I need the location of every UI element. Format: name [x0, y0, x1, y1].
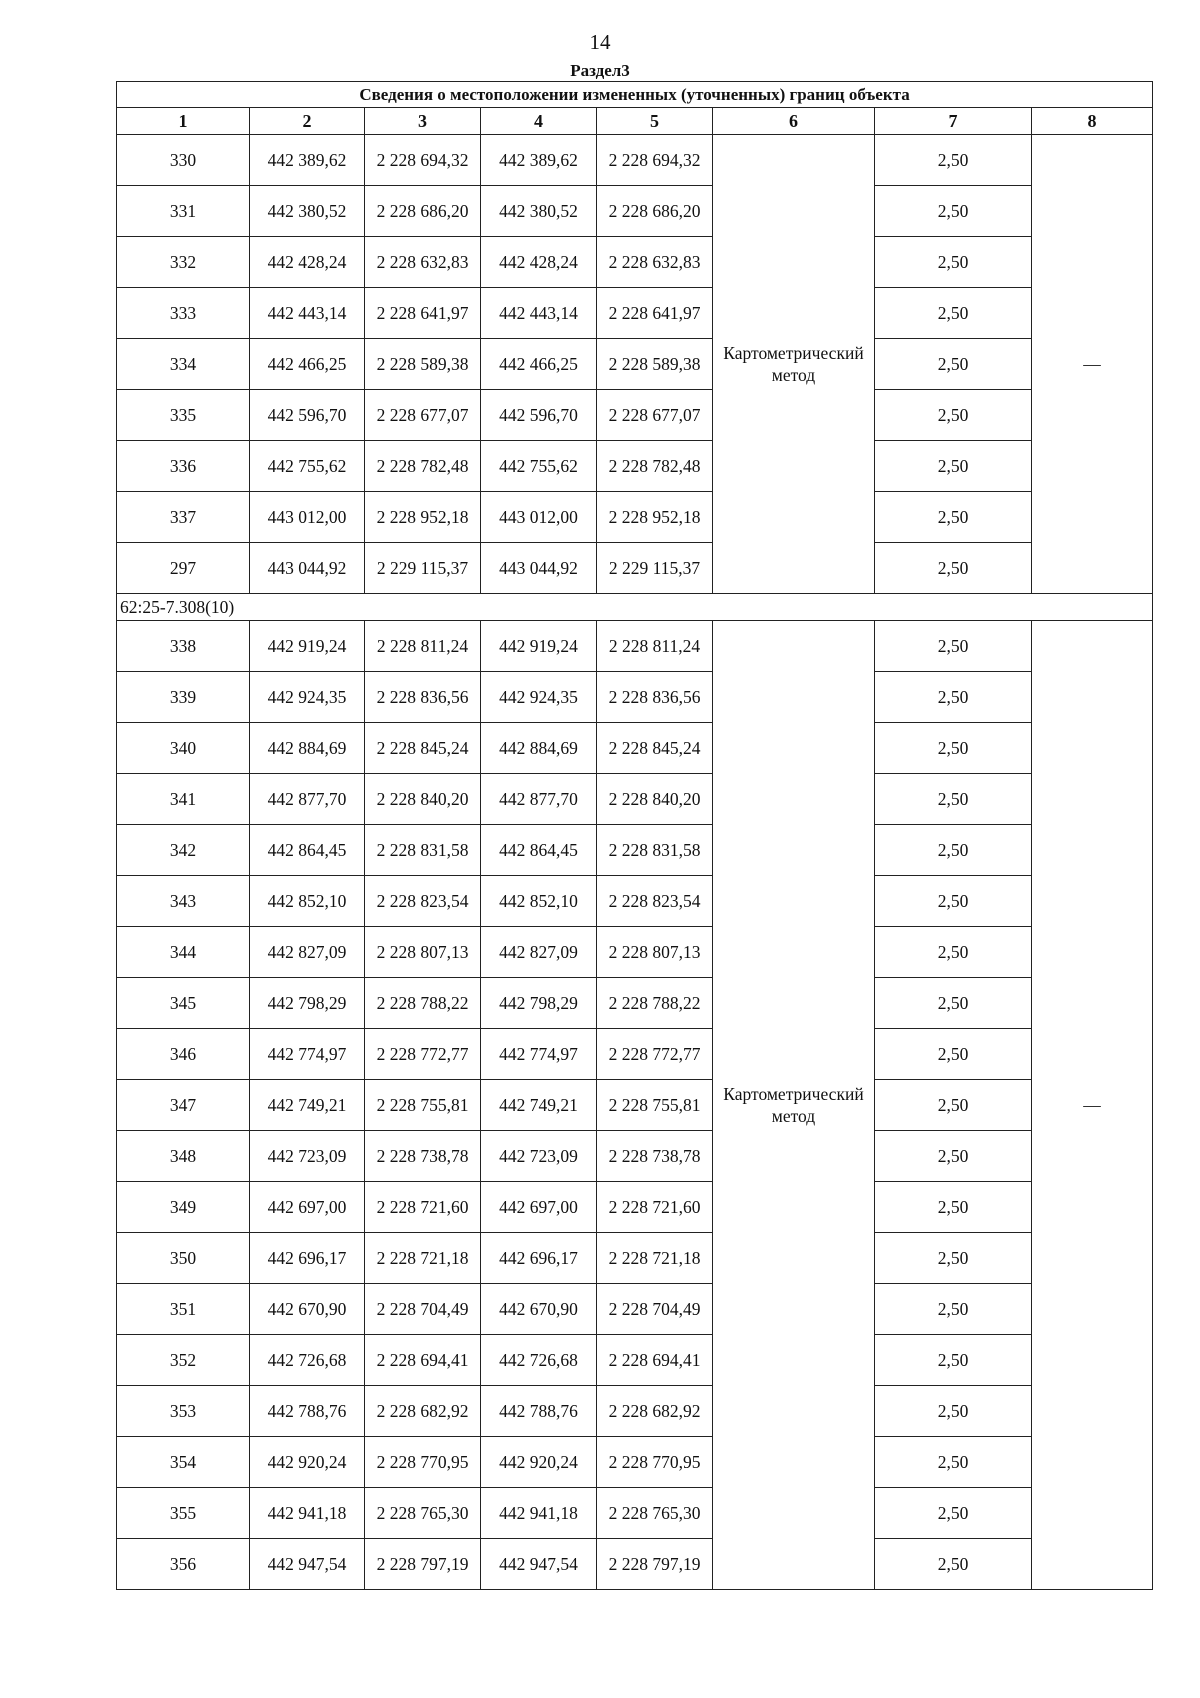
x-coordinate-cell: 442 596,70 [250, 390, 365, 441]
x-coordinate-cell: 442 755,62 [250, 441, 365, 492]
column-number: 5 [597, 108, 713, 135]
y-coordinate-cell: 2 228 797,19 [597, 1539, 713, 1590]
y-coordinate-cell: 2 228 782,48 [597, 441, 713, 492]
x-coordinate-cell: 443 044,92 [250, 543, 365, 594]
y-coordinate-cell: 2 228 772,77 [365, 1029, 481, 1080]
accuracy-cell: 2,50 [875, 1029, 1032, 1080]
point-number-cell: 339 [117, 672, 250, 723]
point-number-cell: 352 [117, 1335, 250, 1386]
accuracy-cell: 2,50 [875, 492, 1032, 543]
point-number-cell: 342 [117, 825, 250, 876]
x-coordinate-cell: 442 941,18 [481, 1488, 597, 1539]
table-row [117, 621, 1153, 672]
point-number-cell: 332 [117, 237, 250, 288]
y-coordinate-cell: 2 228 686,20 [597, 186, 713, 237]
x-coordinate-cell: 442 924,35 [250, 672, 365, 723]
accuracy-cell: 2,50 [875, 186, 1032, 237]
x-coordinate-cell: 442 788,76 [250, 1386, 365, 1437]
accuracy-cell: 2,50 [875, 825, 1032, 876]
y-coordinate-cell: 2 228 677,07 [597, 390, 713, 441]
parcel-group-label: 62:25-7.308(10) [117, 594, 1153, 621]
y-coordinate-cell: 2 228 772,77 [597, 1029, 713, 1080]
y-coordinate-cell: 2 228 694,41 [597, 1335, 713, 1386]
x-coordinate-cell: 442 852,10 [481, 876, 597, 927]
table-row [117, 492, 1153, 543]
y-coordinate-cell: 2 228 755,81 [365, 1080, 481, 1131]
x-coordinate-cell: 442 466,25 [250, 339, 365, 390]
x-coordinate-cell: 442 864,45 [250, 825, 365, 876]
x-coordinate-cell: 442 697,00 [481, 1182, 597, 1233]
point-number-cell: 346 [117, 1029, 250, 1080]
y-coordinate-cell: 2 228 811,24 [365, 621, 481, 672]
parcel-group-row [117, 594, 1153, 621]
x-coordinate-cell: 442 864,45 [481, 825, 597, 876]
accuracy-cell: 2,50 [875, 1386, 1032, 1437]
table-row [117, 1080, 1153, 1131]
x-coordinate-cell: 442 723,09 [481, 1131, 597, 1182]
column-number: 1 [117, 108, 250, 135]
y-coordinate-cell: 2 228 738,78 [365, 1131, 481, 1182]
table-row [117, 876, 1153, 927]
table-row [117, 1131, 1153, 1182]
point-number-cell: 348 [117, 1131, 250, 1182]
y-coordinate-cell: 2 228 641,97 [365, 288, 481, 339]
table-row [117, 723, 1153, 774]
x-coordinate-cell: 442 774,97 [481, 1029, 597, 1080]
point-number-cell: 331 [117, 186, 250, 237]
y-coordinate-cell: 2 228 589,38 [597, 339, 713, 390]
x-coordinate-cell: 442 919,24 [250, 621, 365, 672]
point-number-cell: 347 [117, 1080, 250, 1131]
table-title: Сведения о местоположении измененных (уточненных) границ объекта [117, 82, 1153, 108]
table-row [117, 1539, 1153, 1590]
point-number-cell: 297 [117, 543, 250, 594]
y-coordinate-cell: 2 228 845,24 [365, 723, 481, 774]
y-coordinate-cell: 2 228 831,58 [597, 825, 713, 876]
x-coordinate-cell: 442 827,09 [481, 927, 597, 978]
point-number-cell: 355 [117, 1488, 250, 1539]
x-coordinate-cell: 443 012,00 [250, 492, 365, 543]
table-row [117, 1437, 1153, 1488]
y-coordinate-cell: 2 228 836,56 [365, 672, 481, 723]
table-row [117, 1182, 1153, 1233]
x-coordinate-cell: 442 827,09 [250, 927, 365, 978]
point-number-cell: 353 [117, 1386, 250, 1437]
table-row [117, 390, 1153, 441]
y-coordinate-cell: 2 228 782,48 [365, 441, 481, 492]
point-number-cell: 337 [117, 492, 250, 543]
point-number-cell: 340 [117, 723, 250, 774]
accuracy-cell: 2,50 [875, 1284, 1032, 1335]
y-coordinate-cell: 2 228 704,49 [597, 1284, 713, 1335]
y-coordinate-cell: 2 228 845,24 [597, 723, 713, 774]
table-row [117, 135, 1153, 186]
y-coordinate-cell: 2 228 704,49 [365, 1284, 481, 1335]
y-coordinate-cell: 2 228 686,20 [365, 186, 481, 237]
y-coordinate-cell: 2 228 840,20 [597, 774, 713, 825]
accuracy-cell: 2,50 [875, 288, 1032, 339]
accuracy-cell: 2,50 [875, 441, 1032, 492]
point-number-cell: 354 [117, 1437, 250, 1488]
y-coordinate-cell: 2 228 840,20 [365, 774, 481, 825]
x-coordinate-cell: 442 723,09 [250, 1131, 365, 1182]
y-coordinate-cell: 2 228 770,95 [365, 1437, 481, 1488]
y-coordinate-cell: 2 228 682,92 [597, 1386, 713, 1437]
accuracy-cell: 2,50 [875, 723, 1032, 774]
x-coordinate-cell: 442 596,70 [481, 390, 597, 441]
x-coordinate-cell: 442 749,21 [250, 1080, 365, 1131]
x-coordinate-cell: 442 920,24 [481, 1437, 597, 1488]
x-coordinate-cell: 442 920,24 [250, 1437, 365, 1488]
x-coordinate-cell: 442 389,62 [481, 135, 597, 186]
table-row [117, 237, 1153, 288]
y-coordinate-cell: 2 228 721,60 [365, 1182, 481, 1233]
table-row [117, 1488, 1153, 1539]
x-coordinate-cell: 442 749,21 [481, 1080, 597, 1131]
table-row [117, 825, 1153, 876]
x-coordinate-cell: 443 012,00 [481, 492, 597, 543]
point-number-cell: 356 [117, 1539, 250, 1590]
column-8-cell: — [1032, 621, 1153, 1590]
y-coordinate-cell: 2 228 694,41 [365, 1335, 481, 1386]
y-coordinate-cell: 2 228 765,30 [597, 1488, 713, 1539]
boundary-table [116, 81, 1153, 1590]
x-coordinate-cell: 442 788,76 [481, 1386, 597, 1437]
x-coordinate-cell: 442 924,35 [481, 672, 597, 723]
x-coordinate-cell: 442 670,90 [481, 1284, 597, 1335]
y-coordinate-cell: 2 228 641,97 [597, 288, 713, 339]
y-coordinate-cell: 2 228 632,83 [365, 237, 481, 288]
y-coordinate-cell: 2 229 115,37 [597, 543, 713, 594]
x-coordinate-cell: 442 947,54 [481, 1539, 597, 1590]
x-coordinate-cell: 442 877,70 [481, 774, 597, 825]
x-coordinate-cell: 443 044,92 [481, 543, 597, 594]
y-coordinate-cell: 2 228 682,92 [365, 1386, 481, 1437]
y-coordinate-cell: 2 228 677,07 [365, 390, 481, 441]
x-coordinate-cell: 442 726,68 [481, 1335, 597, 1386]
x-coordinate-cell: 442 443,14 [250, 288, 365, 339]
table-row [117, 978, 1153, 1029]
accuracy-cell: 2,50 [875, 621, 1032, 672]
y-coordinate-cell: 2 228 589,38 [365, 339, 481, 390]
x-coordinate-cell: 442 726,68 [250, 1335, 365, 1386]
point-number-cell: 334 [117, 339, 250, 390]
x-coordinate-cell: 442 670,90 [250, 1284, 365, 1335]
y-coordinate-cell: 2 228 807,13 [365, 927, 481, 978]
table-row [117, 927, 1153, 978]
y-coordinate-cell: 2 228 788,22 [365, 978, 481, 1029]
accuracy-cell: 2,50 [875, 543, 1032, 594]
y-coordinate-cell: 2 228 755,81 [597, 1080, 713, 1131]
y-coordinate-cell: 2 228 823,54 [365, 876, 481, 927]
y-coordinate-cell: 2 228 721,18 [597, 1233, 713, 1284]
table-row [117, 441, 1153, 492]
point-number-cell: 345 [117, 978, 250, 1029]
x-coordinate-cell: 442 697,00 [250, 1182, 365, 1233]
y-coordinate-cell: 2 228 823,54 [597, 876, 713, 927]
accuracy-cell: 2,50 [875, 135, 1032, 186]
accuracy-cell: 2,50 [875, 876, 1032, 927]
y-coordinate-cell: 2 228 632,83 [597, 237, 713, 288]
accuracy-cell: 2,50 [875, 1335, 1032, 1386]
point-number-cell: 333 [117, 288, 250, 339]
x-coordinate-cell: 442 466,25 [481, 339, 597, 390]
x-coordinate-cell: 442 798,29 [481, 978, 597, 1029]
accuracy-cell: 2,50 [875, 1080, 1032, 1131]
table-title-row [117, 82, 1153, 108]
accuracy-cell: 2,50 [875, 774, 1032, 825]
y-coordinate-cell: 2 228 952,18 [597, 492, 713, 543]
table-row [117, 1233, 1153, 1284]
x-coordinate-cell: 442 380,52 [481, 186, 597, 237]
y-coordinate-cell: 2 228 836,56 [597, 672, 713, 723]
accuracy-cell: 2,50 [875, 1539, 1032, 1590]
y-coordinate-cell: 2 228 738,78 [597, 1131, 713, 1182]
y-coordinate-cell: 2 228 788,22 [597, 978, 713, 1029]
accuracy-cell: 2,50 [875, 1233, 1032, 1284]
x-coordinate-cell: 442 755,62 [481, 441, 597, 492]
point-number-cell: 351 [117, 1284, 250, 1335]
table-row [117, 1284, 1153, 1335]
table-row [117, 288, 1153, 339]
column-number: 2 [250, 108, 365, 135]
accuracy-cell: 2,50 [875, 672, 1032, 723]
table-row [117, 1335, 1153, 1386]
x-coordinate-cell: 442 380,52 [250, 186, 365, 237]
table-row [117, 543, 1153, 594]
y-coordinate-cell: 2 228 770,95 [597, 1437, 713, 1488]
point-number-cell: 341 [117, 774, 250, 825]
column-8-cell: — [1032, 135, 1153, 594]
x-coordinate-cell: 442 947,54 [250, 1539, 365, 1590]
table-row [117, 186, 1153, 237]
method-cell: Картометрический метод [713, 621, 875, 1590]
y-coordinate-cell: 2 228 831,58 [365, 825, 481, 876]
accuracy-cell: 2,50 [875, 237, 1032, 288]
accuracy-cell: 2,50 [875, 1182, 1032, 1233]
accuracy-cell: 2,50 [875, 1488, 1032, 1539]
y-coordinate-cell: 2 228 797,19 [365, 1539, 481, 1590]
column-number: 6 [713, 108, 875, 135]
accuracy-cell: 2,50 [875, 390, 1032, 441]
accuracy-cell: 2,50 [875, 339, 1032, 390]
page-number: 14 [589, 30, 611, 54]
x-coordinate-cell: 442 884,69 [250, 723, 365, 774]
accuracy-cell: 2,50 [875, 1131, 1032, 1182]
y-coordinate-cell: 2 228 694,32 [365, 135, 481, 186]
x-coordinate-cell: 442 877,70 [250, 774, 365, 825]
accuracy-cell: 2,50 [875, 927, 1032, 978]
x-coordinate-cell: 442 696,17 [481, 1233, 597, 1284]
column-number: 7 [875, 108, 1032, 135]
y-coordinate-cell: 2 228 807,13 [597, 927, 713, 978]
y-coordinate-cell: 2 228 721,18 [365, 1233, 481, 1284]
accuracy-cell: 2,50 [875, 978, 1032, 1029]
point-number-cell: 335 [117, 390, 250, 441]
table-row [117, 1029, 1153, 1080]
x-coordinate-cell: 442 852,10 [250, 876, 365, 927]
table-row [117, 672, 1153, 723]
x-coordinate-cell: 442 798,29 [250, 978, 365, 1029]
table-row [117, 774, 1153, 825]
point-number-cell: 330 [117, 135, 250, 186]
method-cell: Картометрический метод [713, 135, 875, 594]
x-coordinate-cell: 442 389,62 [250, 135, 365, 186]
y-coordinate-cell: 2 229 115,37 [365, 543, 481, 594]
x-coordinate-cell: 442 696,17 [250, 1233, 365, 1284]
x-coordinate-cell: 442 428,24 [481, 237, 597, 288]
x-coordinate-cell: 442 443,14 [481, 288, 597, 339]
accuracy-cell: 2,50 [875, 1437, 1032, 1488]
column-number: 3 [365, 108, 481, 135]
x-coordinate-cell: 442 884,69 [481, 723, 597, 774]
y-coordinate-cell: 2 228 952,18 [365, 492, 481, 543]
y-coordinate-cell: 2 228 765,30 [365, 1488, 481, 1539]
point-number-cell: 344 [117, 927, 250, 978]
table-row [117, 339, 1153, 390]
column-number: 8 [1032, 108, 1153, 135]
x-coordinate-cell: 442 428,24 [250, 237, 365, 288]
y-coordinate-cell: 2 228 811,24 [597, 621, 713, 672]
x-coordinate-cell: 442 774,97 [250, 1029, 365, 1080]
point-number-cell: 336 [117, 441, 250, 492]
section-label: Раздел3 [570, 61, 630, 80]
x-coordinate-cell: 442 941,18 [250, 1488, 365, 1539]
column-number-row [117, 108, 1153, 135]
y-coordinate-cell: 2 228 721,60 [597, 1182, 713, 1233]
table-row [117, 1386, 1153, 1437]
x-coordinate-cell: 442 919,24 [481, 621, 597, 672]
y-coordinate-cell: 2 228 694,32 [597, 135, 713, 186]
point-number-cell: 350 [117, 1233, 250, 1284]
point-number-cell: 349 [117, 1182, 250, 1233]
point-number-cell: 343 [117, 876, 250, 927]
column-number: 4 [481, 108, 597, 135]
point-number-cell: 338 [117, 621, 250, 672]
